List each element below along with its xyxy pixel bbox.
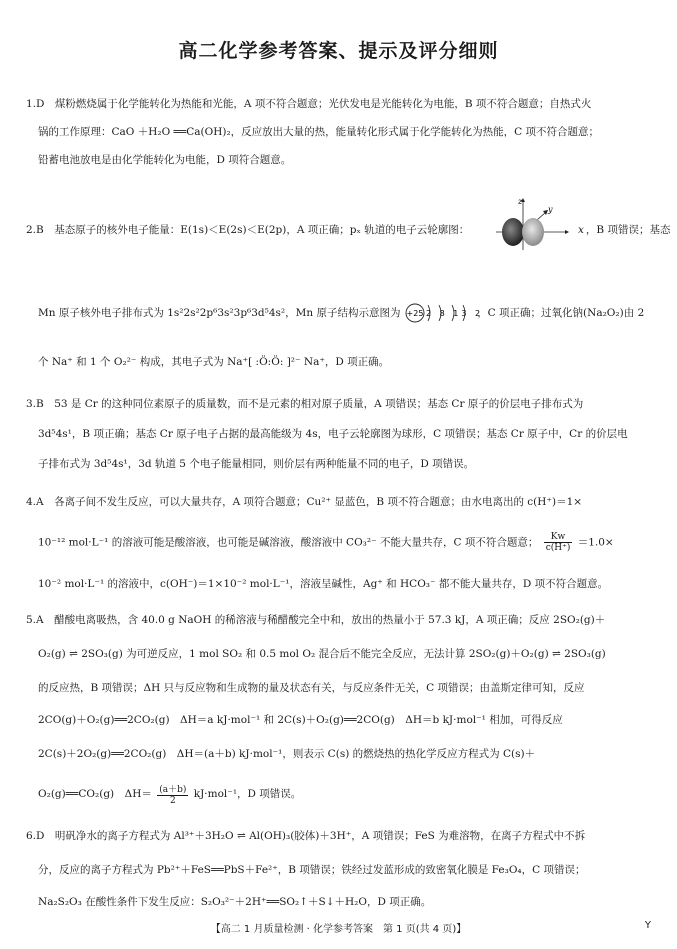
q2-line-1b <box>578 222 670 237</box>
q5-line-3: 的反应热，B 项错误；ΔH 只与反应物和生成物的量及状态有关，与反应条件无关，C 项错误；由盖斯定律可知，反应 <box>38 682 585 694</box>
mn-nucleus-label: +25 <box>406 309 424 318</box>
q3-line-3: 子排布式为 3d⁵4s¹，3d 轨道 5 个电子能量相同，则价层有两种能量不同的电子，D 项错误。 <box>38 458 475 470</box>
q2-line-2 <box>38 302 644 324</box>
axis-z-label: z <box>518 197 523 206</box>
px-orbital-diagram <box>490 196 570 252</box>
kw-denominator: c(H⁺) <box>545 543 571 553</box>
q5-line-2: O₂(g) ⇌ 2SO₃(g) 为可逆反应，1 mol SO₂ 和 0.5 mol O₂ 混合后不能完全反应，无法计算 2SO₂(g)＋O₂(g) ⇌ 2SO₃(g) <box>38 648 606 660</box>
q4-line-2 <box>38 532 614 553</box>
axis-x-label: x <box>578 224 584 236</box>
q3-line-1: 3.B 53 是 Cr 的这种同位素原子的质量数，而不是元素的相对原子质量，A 项错误；基态 Cr 原子的价层电子排布式为 <box>26 398 584 410</box>
ab-numerator: (a＋b) <box>157 782 188 796</box>
q5-line-6 <box>38 782 301 806</box>
page-footer: 【高二 1 月质量检测 · 化学参考答案 第 1 页(共 4 页)】 <box>210 924 467 935</box>
q1-line-1: 1.D 煤粉燃烧属于化学能转化为热能和光能，A 项不符合题意；光伏发电是光能转化为电能，B 项不符合题意；自热式火 <box>26 98 592 110</box>
q6-line-1: 6.D 明矾净水的离子方程式为 Al³⁺＋3H₂O ⇌ Al(OH)₃(胶体)＋3H⁺，A 项错误；FeS 为难溶物，在离子方程式中不拆 <box>26 830 586 842</box>
q5-line-5: 2C(s)＋2O₂(g)══2CO₂(g) ΔH＝(a＋b) kJ·mol⁻¹，则表示 C(s) 的燃烧热的热化学反应方程式为 C(s)＋ <box>38 748 536 760</box>
ab-denominator: 2 <box>169 796 176 806</box>
q4-line-1: 4.A 各离子间不发生反应，可以大量共存，A 项符合题意；Cu²⁺ 显蓝色，B 项不符合题意；由水电离出的 c(H⁺)＝1× <box>26 496 583 508</box>
footer-mark: Y <box>644 920 651 931</box>
q4-line-3: 10⁻² mol·L⁻¹ 的溶液中，c(OH⁻)＝1×10⁻² mol·L⁻¹，溶液呈碱性，Ag⁺ 和 HCO₃⁻ 都不能大量共存，D 项不符合题意。 <box>38 578 609 590</box>
q5-line-1: 5.A 醋酸电离吸热，含 40.0 g NaOH 的稀溶液与稀醋酸完全中和，放出的热量小于 57.3 kJ，A 项正确；反应 2SO₂(g)＋ <box>26 614 606 626</box>
page-title: 高二化学参考答案、提示及评分细则 <box>178 40 499 62</box>
q1-line-3: 铅蓄电池放电是由化学能转化为电能，D 项符合题意。 <box>38 154 292 166</box>
q5-line-4: 2CO(g)＋O₂(g)══2CO₂(g) ΔH＝a kJ·mol⁻¹ 和 2C(s)＋O₂(g)══2CO(g) ΔH＝b kJ·mol⁻¹ 相加，可得反应 <box>38 714 563 726</box>
ab-fraction <box>157 782 188 806</box>
q2-line-2b: ，C 项正确；过氧化钠(Na₂O₂)由 2 <box>477 307 645 319</box>
q2-line-2a: Mn 原子核外电子排布式为 1s²2s²2p⁶3s²3p⁶3d⁵4s²，Mn 原子结构示意图为 <box>38 307 401 319</box>
q2-line-1a: 2.B 基态原子的核外电子能量：E(1s)＜E(2s)＜E(2p)，A 项正确；pₓ 轨道的电子云轮廓图： <box>26 224 470 236</box>
q5-line-6a: O₂(g)══CO₂(g) ΔH＝ <box>38 788 152 800</box>
mn-shell-counts: 2 8 13 2 <box>425 309 483 318</box>
kw-numerator: Kw <box>544 532 573 543</box>
q2-line-1b-text: ，B 项错误；基态 <box>585 224 671 236</box>
kw-fraction <box>544 532 573 553</box>
q5-line-6b: kJ·mol⁻¹，D 项错误。 <box>193 788 302 800</box>
q6-line-3: Na₂S₂O₃ 在酸性条件下发生反应：S₂O₃²⁻＋2H⁺══SO₂↑＋S↓＋H₂O，D 项正确。 <box>38 896 432 908</box>
axis-y-label: y <box>548 205 553 214</box>
q4-line-2a: 10⁻¹² mol·L⁻¹ 的溶液可能是酸溶液，也可能是碱溶液，酸溶液中 CO₃²⁻ 不能大量共存，C 项不符合题意； <box>38 536 539 549</box>
q3-line-2: 3d⁵4s¹，B 项正确；基态 Cr 原子电子占据的最高能级为 4s，电子云轮廓图为球形，C 项错误；基态 Cr 原子中，Cr 的价层电 <box>38 428 628 440</box>
q2-line-3: 个 Na⁺ 和 1 个 O₂²⁻ 构成，其电子式为 Na⁺[ :Ö:Ö: ]²⁻ Na⁺，D 项正确。 <box>38 356 390 368</box>
q1-line-2: 锅的工作原理：CaO ＋H₂O ══Ca(OH)₂，反应放出大量的热，能量转化形式属于化学能转化为热能，C 项不符合题意； <box>38 126 600 138</box>
mn-atomic-structure-diagram <box>404 302 483 324</box>
q4-line-2b: ＝1.0× <box>577 536 614 549</box>
q6-line-2: 分，反应的离子方程式为 Pb²⁺＋FeS══PbS＋Fe²⁺，B 项错误；铁经过发蓝形成的致密氧化膜是 Fe₃O₄，C 项错误； <box>38 864 586 876</box>
